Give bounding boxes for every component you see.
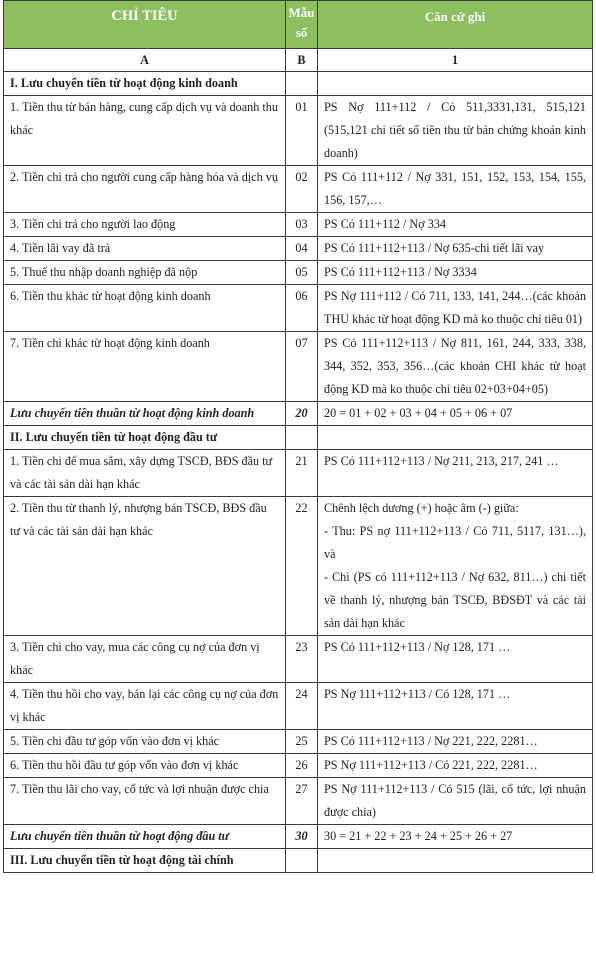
row-name: 2. Tiền chi trả cho người cung cấp hàng hóa và dịch vụ xyxy=(4,166,286,213)
row-code: 21 xyxy=(286,450,318,497)
row-basis: PS Có 111+112+113 / Nợ 211, 213, 217, 241 … xyxy=(318,450,593,497)
table-row xyxy=(4,166,593,213)
header-so: số xyxy=(295,25,308,40)
section-row xyxy=(4,849,593,873)
row-code: 23 xyxy=(286,636,318,683)
subtotal-formula: 30 = 21 + 22 + 23 + 24 + 25 + 26 + 27 xyxy=(318,825,593,849)
header-can-cu-ghi: Căn cứ ghi xyxy=(318,1,593,49)
subtotal-formula: 20 = 01 + 02 + 03 + 04 + 05 + 06 + 07 xyxy=(318,402,593,426)
row-basis: PS Có 111+112+113 / Nợ 221, 222, 2281… xyxy=(318,730,593,754)
subtotal-code: 30 xyxy=(286,825,318,849)
row-name: 7. Tiền thu lãi cho vay, cổ tức và lợi nhuận được chia xyxy=(4,778,286,825)
table-row xyxy=(4,261,593,285)
subtotal-row xyxy=(4,402,593,426)
basis-line: - Thu: PS nợ 111+112+113 / Có 711, 5117, 131…), và xyxy=(324,524,586,561)
table-row xyxy=(4,497,593,636)
row-name: 4. Tiền lãi vay đã trả xyxy=(4,237,286,261)
row-code: 07 xyxy=(286,332,318,402)
row-name: 5. Tiền chi đầu tư góp vốn vào đơn vị khác xyxy=(4,730,286,754)
row-basis xyxy=(318,497,593,636)
row-code: 02 xyxy=(286,166,318,213)
row-name: 1. Tiền chi để mua sắm, xây dựng TSCĐ, BĐS đầu tư và các tài sản dài hạn khác xyxy=(4,450,286,497)
subtotal-code: 20 xyxy=(286,402,318,426)
row-name: 2. Tiền thu từ thanh lý, nhượng bán TSCĐ, BĐS đầu tư và các tài sản dài hạn khác xyxy=(4,497,286,636)
row-name: 5. Thuế thu nhập doanh nghiệp đã nộp xyxy=(4,261,286,285)
basis-line: Chênh lệch dương (+) hoặc âm (-) giữa: xyxy=(324,501,519,515)
section-row xyxy=(4,72,593,96)
header-chi-tieu: CHỈ TIÊU xyxy=(4,1,286,49)
subtotal-name: Lưu chuyển tiền thuần từ hoạt động kinh doanh xyxy=(4,402,286,426)
section-title: II. Lưu chuyển tiền từ hoạt động đầu tư xyxy=(4,426,286,450)
row-code: 27 xyxy=(286,778,318,825)
row-code: 01 xyxy=(286,96,318,166)
section-title: I. Lưu chuyển tiền từ hoạt động kinh doanh xyxy=(4,72,286,96)
row-name: 1. Tiền thu từ bán hàng, cung cấp dịch vụ và doanh thu khác xyxy=(4,96,286,166)
table-row xyxy=(4,730,593,754)
row-code: 22 xyxy=(286,497,318,636)
subtotal-name: Lưu chuyển tiền thuần từ hoạt động đầu tư xyxy=(4,825,286,849)
row-basis: PS Nợ 111+112+113 / Có 128, 171 … xyxy=(318,683,593,730)
letter-b: B xyxy=(286,49,318,72)
table-row xyxy=(4,213,593,237)
subtotal-row xyxy=(4,825,593,849)
table-row xyxy=(4,778,593,825)
row-basis: PS Nợ 111+112 / Có 511,3331,131, 515,121 (515,121 chi tiết số tiền thu từ bán chứng khoán kinh doanh) xyxy=(318,96,593,166)
row-basis: PS Nợ 111+112+113 / Có 221, 222, 2281… xyxy=(318,754,593,778)
table-row xyxy=(4,96,593,166)
table-row xyxy=(4,636,593,683)
table-row xyxy=(4,683,593,730)
row-name: 6. Tiền thu hồi đầu tư góp vốn vào đơn vị khác xyxy=(4,754,286,778)
table-row xyxy=(4,285,593,332)
table-row xyxy=(4,450,593,497)
row-name: 7. Tiền chi khác từ hoạt động kinh doanh xyxy=(4,332,286,402)
row-code: 03 xyxy=(286,213,318,237)
basis-line: - Chi (PS có 111+112+113 / Nợ 632, 811…) chi tiết về thanh lý, nhượng bán TSCĐ, BĐSĐT và các tài sản dài hạn khác xyxy=(324,570,586,630)
section-title: III. Lưu chuyển tiền từ hoạt động tài chính xyxy=(4,849,286,873)
letter-row xyxy=(4,49,593,72)
row-code: 04 xyxy=(286,237,318,261)
row-basis: PS Có 111+112+113 / Nợ 635-chi tiết lãi vay xyxy=(318,237,593,261)
row-basis: PS Có 111+112+113 / Nợ 3334 xyxy=(318,261,593,285)
row-name: 3. Tiền chi cho vay, mua các công cụ nợ của đơn vị khác xyxy=(4,636,286,683)
row-code: 26 xyxy=(286,754,318,778)
row-name: 3. Tiền chi trả cho người lao động xyxy=(4,213,286,237)
row-code: 24 xyxy=(286,683,318,730)
row-basis: PS Có 111+112+113 / Nợ 128, 171 … xyxy=(318,636,593,683)
section-row xyxy=(4,426,593,450)
table-row xyxy=(4,332,593,402)
row-name: 6. Tiền thu khác từ hoạt động kinh doanh xyxy=(4,285,286,332)
row-code: 25 xyxy=(286,730,318,754)
row-basis: PS Có 111+112 / Nợ 331, 151, 152, 153, 154, 155, 156, 157,… xyxy=(318,166,593,213)
header-mau-so xyxy=(286,1,318,49)
row-basis: PS Nợ 111+112+113 / Có 515 (lãi, cổ tức, lợi nhuận được chia) xyxy=(318,778,593,825)
table-row xyxy=(4,754,593,778)
table-row xyxy=(4,237,593,261)
row-basis: PS Có 111+112+113 / Nợ 811, 161, 244, 333, 338, 344, 352, 353, 356…(các khoản CHI khác từ hoạt động KD mà ko thuộc chỉ tiêu 02+03+04+05) xyxy=(318,332,593,402)
letter-c: 1 xyxy=(318,49,593,72)
row-code: 05 xyxy=(286,261,318,285)
row-name: 4. Tiền thu hồi cho vay, bán lại các công cụ nợ của đơn vị khác xyxy=(4,683,286,730)
row-basis: PS Nợ 111+112 / Có 711, 133, 141, 244…(các khoản THU khác từ hoạt động KD mà ko thuộc chỉ tiêu 01) xyxy=(318,285,593,332)
row-basis: PS Có 111+112 / Nợ 334 xyxy=(318,213,593,237)
row-code: 06 xyxy=(286,285,318,332)
header-row xyxy=(4,1,593,49)
header-mau: Mẫu xyxy=(288,5,315,20)
cash-flow-table xyxy=(3,0,593,873)
letter-a: A xyxy=(4,49,286,72)
